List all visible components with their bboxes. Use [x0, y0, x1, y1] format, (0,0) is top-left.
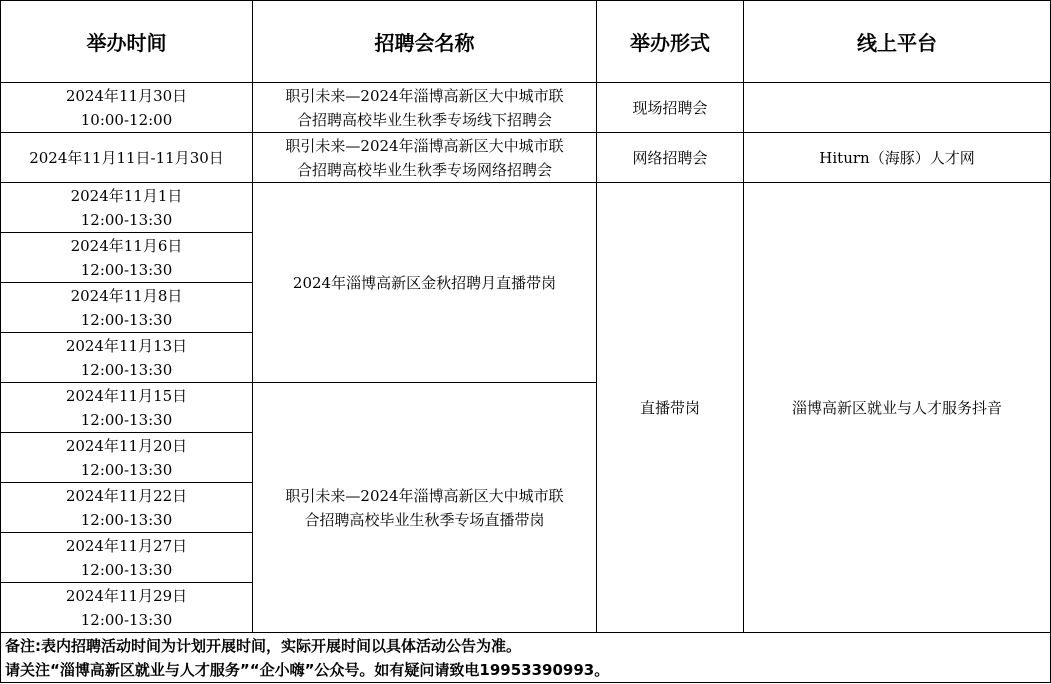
time-cell: [1, 283, 253, 333]
time-cell: 2024年11月11日-11月30日: [1, 133, 253, 183]
hour-text: 12:00-13:30: [80, 610, 173, 629]
name-cell: 2024年淄博高新区金秋招聘月直播带岗: [253, 183, 597, 383]
date-text: 2024年11月20日: [65, 436, 188, 455]
table-row: [1, 83, 1051, 133]
name-line: 职引未来—2024年淄博高新区大中城市联: [285, 486, 564, 505]
name-cell: [253, 83, 597, 133]
header-name: 招聘会名称: [253, 1, 597, 83]
hour-text: 12:00-13:30: [80, 410, 173, 429]
date-text: 2024年11月1日: [70, 186, 183, 205]
header-platform: 线上平台: [744, 1, 1051, 83]
hour-text: 12:00-13:30: [80, 260, 173, 279]
name-cell: [253, 383, 597, 633]
hour-text: 12:00-13:30: [80, 360, 173, 379]
hour-text: 12:00-13:30: [80, 460, 173, 479]
note-row: [1, 633, 1051, 683]
time-cell: [1, 583, 253, 633]
header-time: 举办时间: [1, 1, 253, 83]
time-cell: [1, 533, 253, 583]
table-row: [1, 183, 1051, 233]
platform-cell: [744, 83, 1051, 133]
hour-text: 12:00-13:30: [80, 510, 173, 529]
date-text: 2024年11月6日: [70, 236, 183, 255]
name-line: 合招聘高校毕业生秋季专场网络招聘会: [296, 160, 552, 179]
note-cell: [1, 633, 1051, 683]
table-row: [1, 133, 1051, 183]
date-text: 2024年11月8日: [70, 286, 183, 305]
date-text: 2024年11月29日: [65, 586, 188, 605]
name-line: 合招聘高校毕业生秋季专场线下招聘会: [296, 110, 552, 129]
header-format: 举办形式: [597, 1, 744, 83]
format-cell: 直播带岗: [597, 183, 744, 633]
time-cell: [1, 433, 253, 483]
name-line: 合招聘高校毕业生秋季专场直播带岗: [304, 510, 545, 529]
name-line: 职引未来—2024年淄博高新区大中城市联: [285, 136, 564, 155]
platform-cell: Hiturn（海豚）人才网: [744, 133, 1051, 183]
date-text: 2024年11月30日: [65, 86, 188, 105]
note-line: 请关注“淄博高新区就业与人才服务”“企小嗨”公众号。如有疑问请致电19953390993。: [5, 660, 610, 679]
time-cell: [1, 183, 253, 233]
date-text: 2024年11月22日: [65, 486, 188, 505]
header-row: [1, 1, 1051, 83]
hour-text: 12:00-13:30: [80, 310, 173, 329]
time-cell: [1, 233, 253, 283]
time-cell: [1, 483, 253, 533]
time-cell: [1, 383, 253, 433]
date-text: 2024年11月27日: [65, 536, 188, 555]
note-line: 备注:表内招聘活动时间为计划开展时间，实际开展时间以具体活动公告为准。: [5, 636, 522, 655]
date-text: 2024年11月13日: [65, 336, 188, 355]
hour-text: 12:00-13:30: [80, 560, 173, 579]
hour-text: 10:00-12:00: [80, 110, 173, 129]
name-line: 职引未来—2024年淄博高新区大中城市联: [285, 86, 564, 105]
time-cell: [1, 83, 253, 133]
date-text: 2024年11月15日: [65, 386, 188, 405]
name-cell: [253, 133, 597, 183]
time-cell: [1, 333, 253, 383]
format-cell: 现场招聘会: [597, 83, 744, 133]
hour-text: 12:00-13:30: [80, 210, 173, 229]
platform-cell: 淄博高新区就业与人才服务抖音: [744, 183, 1051, 633]
format-cell: 网络招聘会: [597, 133, 744, 183]
